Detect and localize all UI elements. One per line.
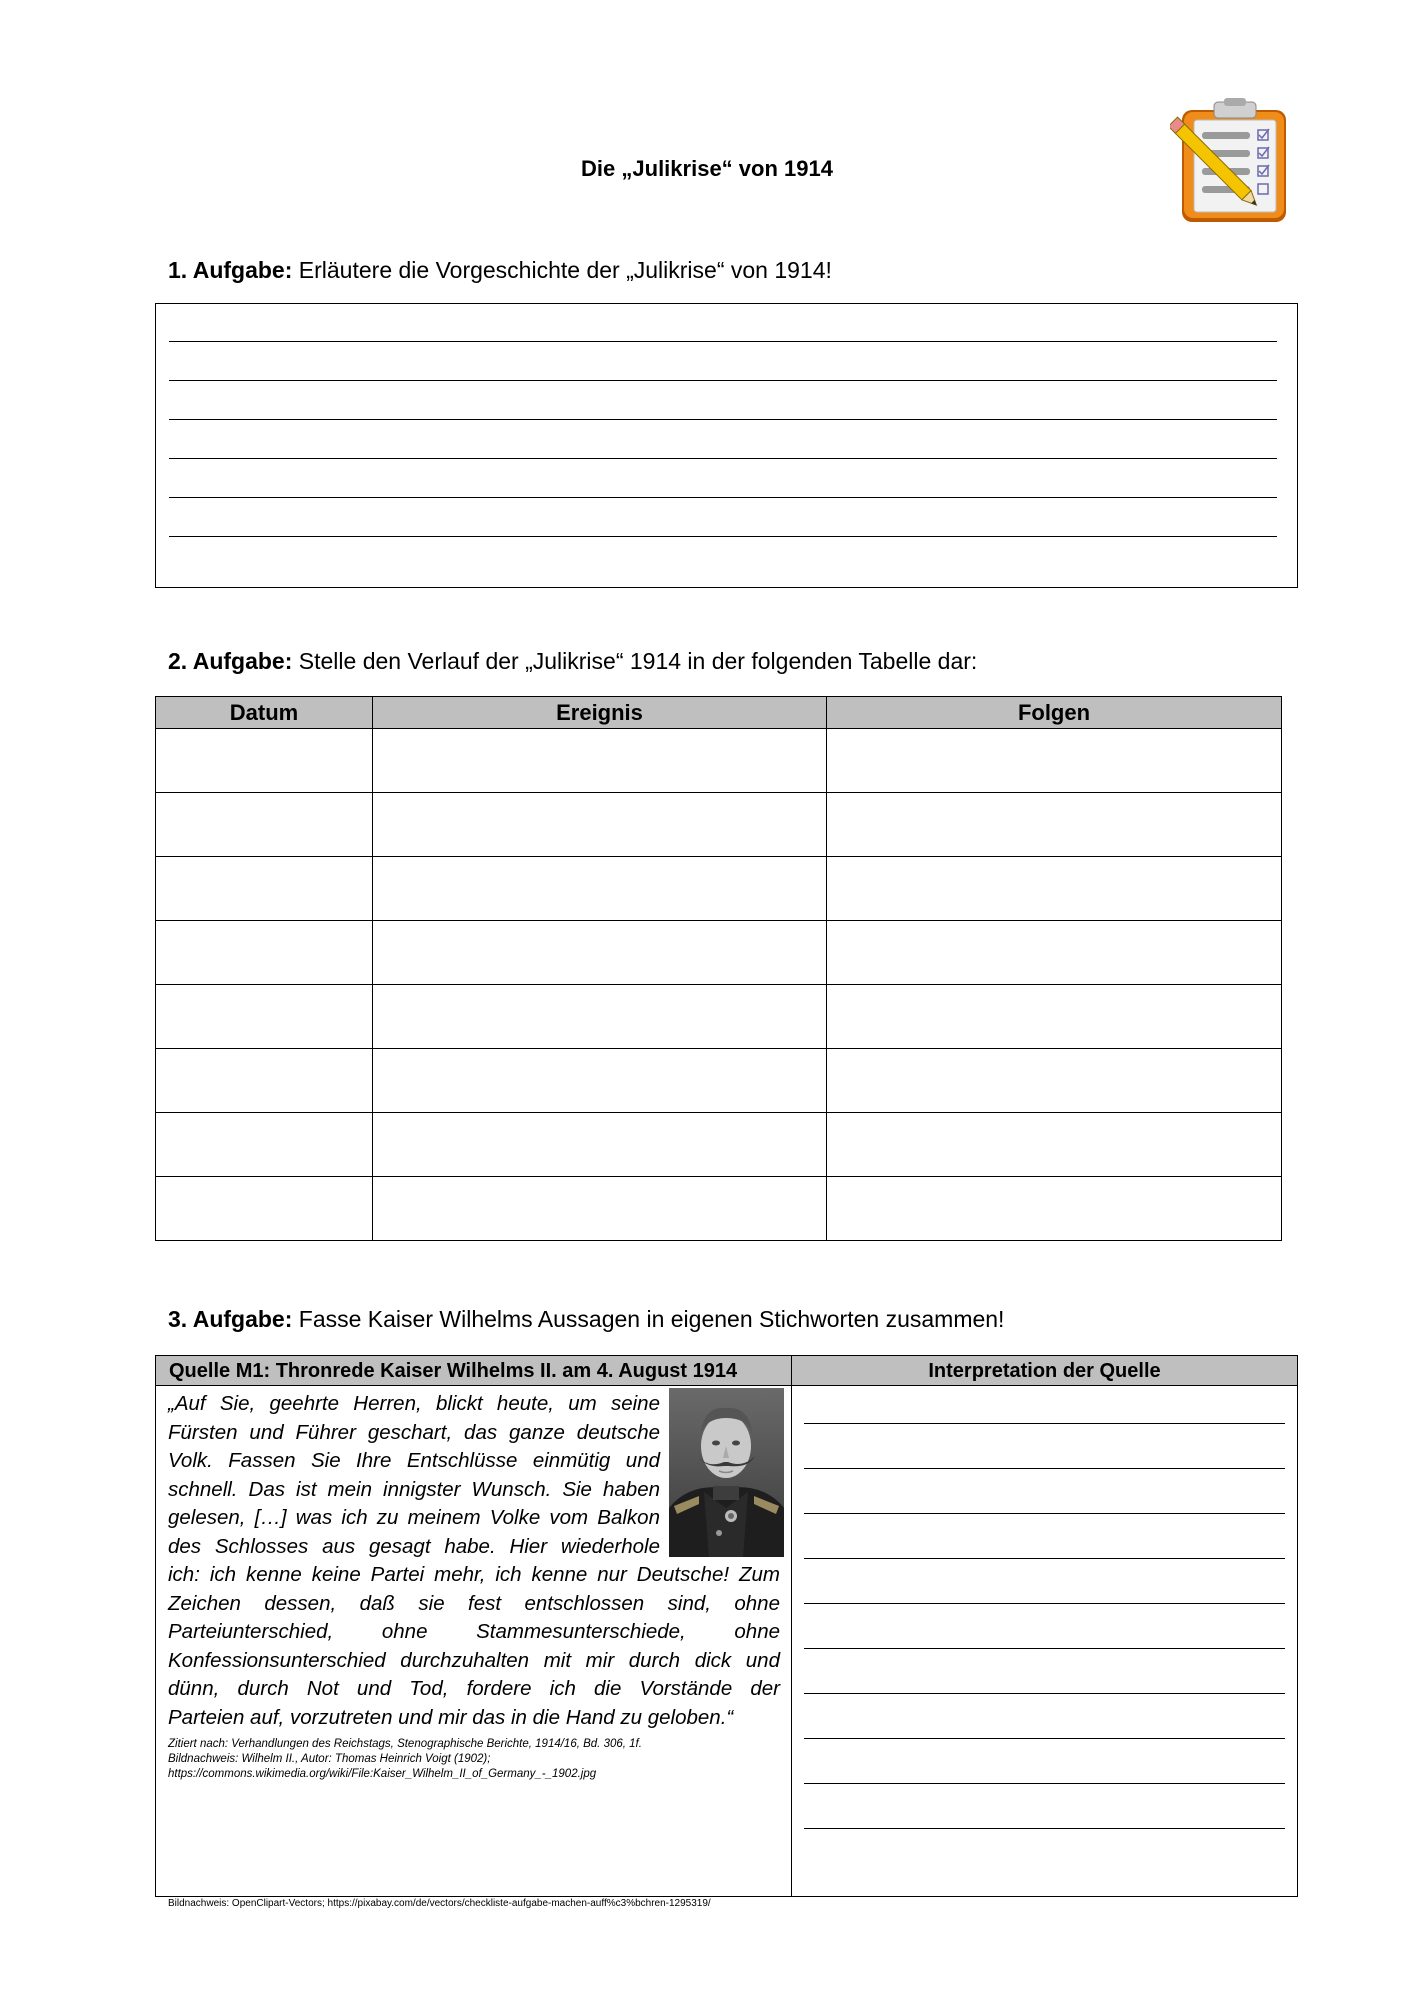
task1-label: 1. Aufgabe:: [168, 257, 293, 283]
datum-cell[interactable]: [156, 921, 373, 985]
quote-line: Parteiunterschied, ohne Stammesunterschiede, ohne: [168, 1620, 780, 1643]
writing-line: [169, 458, 1277, 459]
table-row: [156, 1113, 1282, 1177]
folgen-cell[interactable]: [827, 1049, 1282, 1113]
source-header: Quelle M1: Thronrede Kaiser Wilhelms II. am 4. August 1914: [156, 1356, 791, 1386]
interpretation-line[interactable]: [804, 1738, 1285, 1739]
datum-cell[interactable]: [156, 1113, 373, 1177]
task1-heading: [168, 257, 832, 284]
datum-cell[interactable]: [156, 729, 373, 793]
writing-line: [169, 419, 1277, 420]
table-row: [156, 1177, 1282, 1241]
interpretation-line[interactable]: [804, 1648, 1285, 1649]
table-row: [156, 1049, 1282, 1113]
datum-cell[interactable]: [156, 793, 373, 857]
timeline-table: [155, 696, 1282, 1241]
interpretation-line[interactable]: [804, 1693, 1285, 1694]
ereignis-cell[interactable]: [373, 857, 827, 921]
quote-line: Parteien auf, vorzutreten und mir das in die Hand zu geloben.“: [168, 1705, 734, 1729]
folgen-cell[interactable]: [827, 1177, 1282, 1241]
ereignis-cell[interactable]: [373, 1113, 827, 1177]
ereignis-cell[interactable]: [373, 1049, 827, 1113]
quote-line: dünn, durch Not und Tod, fordere ich die Vorstände der: [168, 1677, 780, 1700]
column-divider: [791, 1356, 792, 1896]
quote-line: ich: ich kenne keine Partei mehr, ich kenne nur Deutsche! Zum: [168, 1563, 780, 1586]
task3-text: Fasse Kaiser Wilhelms Aussagen in eigenen Stichworten zusammen!: [292, 1306, 1005, 1332]
interpretation-line[interactable]: [804, 1558, 1285, 1559]
column-header-ereignis: Ereignis: [373, 697, 827, 729]
datum-cell[interactable]: [156, 985, 373, 1049]
datum-cell[interactable]: [156, 1049, 373, 1113]
source-table: [155, 1355, 1298, 1897]
table-row: [156, 729, 1282, 793]
folgen-cell[interactable]: [827, 1113, 1282, 1177]
quote-line: des Schlosses aus gesagt habe. Hier wiederhole: [168, 1534, 660, 1558]
interpretation-header: Interpretation der Quelle: [792, 1356, 1297, 1386]
ereignis-cell[interactable]: [373, 985, 827, 1049]
table-row: [156, 921, 1282, 985]
task1-answer-box[interactable]: [155, 303, 1298, 588]
folgen-cell[interactable]: [827, 857, 1282, 921]
interpretation-line[interactable]: [804, 1828, 1285, 1829]
interpretation-line[interactable]: [804, 1468, 1285, 1469]
quote-line: schnell. Das ist mein innigster Wunsch. Sie haben: [168, 1477, 660, 1501]
interpretation-line[interactable]: [804, 1603, 1285, 1604]
writing-line: [169, 380, 1277, 381]
footer-image-credit: Bildnachweis: OpenClipart-Vectors; https://pixabay.com/de/vectors/checkliste-aufgabe-machen-auff%c3%bchren-1295319/: [168, 1898, 711, 1909]
interpretation-line[interactable]: [804, 1513, 1285, 1514]
writing-line: [169, 497, 1277, 498]
task1-text: Erläutere die Vorgeschichte der „Julikrise“ von 1914!: [292, 257, 832, 283]
interpretation-line[interactable]: [804, 1423, 1285, 1424]
column-header-datum: Datum: [156, 697, 373, 729]
folgen-cell[interactable]: [827, 921, 1282, 985]
task2-text: Stelle den Verlauf der „Julikrise“ 1914 in der folgenden Tabelle dar:: [292, 648, 978, 674]
folgen-cell[interactable]: [827, 793, 1282, 857]
ereignis-cell[interactable]: [373, 729, 827, 793]
task3-heading: [168, 1306, 1004, 1333]
interpretation-line[interactable]: [804, 1783, 1285, 1784]
task3-label: 3. Aufgabe:: [168, 1306, 293, 1332]
quote-line: Volk. Fassen Sie Ihre Entschlüsse einmütig und: [168, 1449, 660, 1472]
writing-line: [169, 341, 1277, 342]
folgen-cell[interactable]: [827, 985, 1282, 1049]
ereignis-cell[interactable]: [373, 1177, 827, 1241]
column-header-folgen: Folgen: [827, 697, 1282, 729]
ereignis-cell[interactable]: [373, 921, 827, 985]
datum-cell[interactable]: [156, 857, 373, 921]
page-title: Die „Julikrise“ von 1914: [581, 156, 833, 181]
table-row: [156, 857, 1282, 921]
image-url: https://commons.wikimedia.org/wiki/File:Kaiser_Wilhelm_II_of_Germany_-_1902.jpg: [168, 1768, 597, 1780]
quote-line: gelesen, […] was ich zu meinem Volke vom Balkon: [168, 1506, 660, 1529]
task2-label: 2. Aufgabe:: [168, 648, 293, 674]
clipboard-checklist-icon: [1170, 98, 1290, 226]
quote-line: Konfessionsunterschied durchzuhalten mit mir durch dick und: [168, 1648, 780, 1672]
table-row: [156, 985, 1282, 1049]
datum-cell[interactable]: [156, 1177, 373, 1241]
task2-heading: [168, 648, 977, 675]
table-header-row: [156, 697, 1282, 729]
citation: Zitiert nach: Verhandlungen des Reichstags, Stenographische Berichte, 1914/16, Bd. 306, 1f.: [168, 1738, 642, 1750]
quote-line: „Auf Sie, geehrte Herren, blickt heute, um seine: [168, 1392, 660, 1415]
source-quote: [168, 1390, 780, 1732]
quote-line: Fürsten und Führer geschart, das ganze deutsche: [168, 1420, 660, 1444]
quote-line: Zeichen dessen, daß sie fest entschlossen sind, ohne: [168, 1591, 780, 1615]
table-row: [156, 793, 1282, 857]
ereignis-cell[interactable]: [373, 793, 827, 857]
writing-line: [169, 536, 1277, 537]
folgen-cell[interactable]: [827, 729, 1282, 793]
image-credit: Bildnachweis: Wilhelm II., Autor: Thomas Heinrich Voigt (1902);: [168, 1753, 491, 1765]
